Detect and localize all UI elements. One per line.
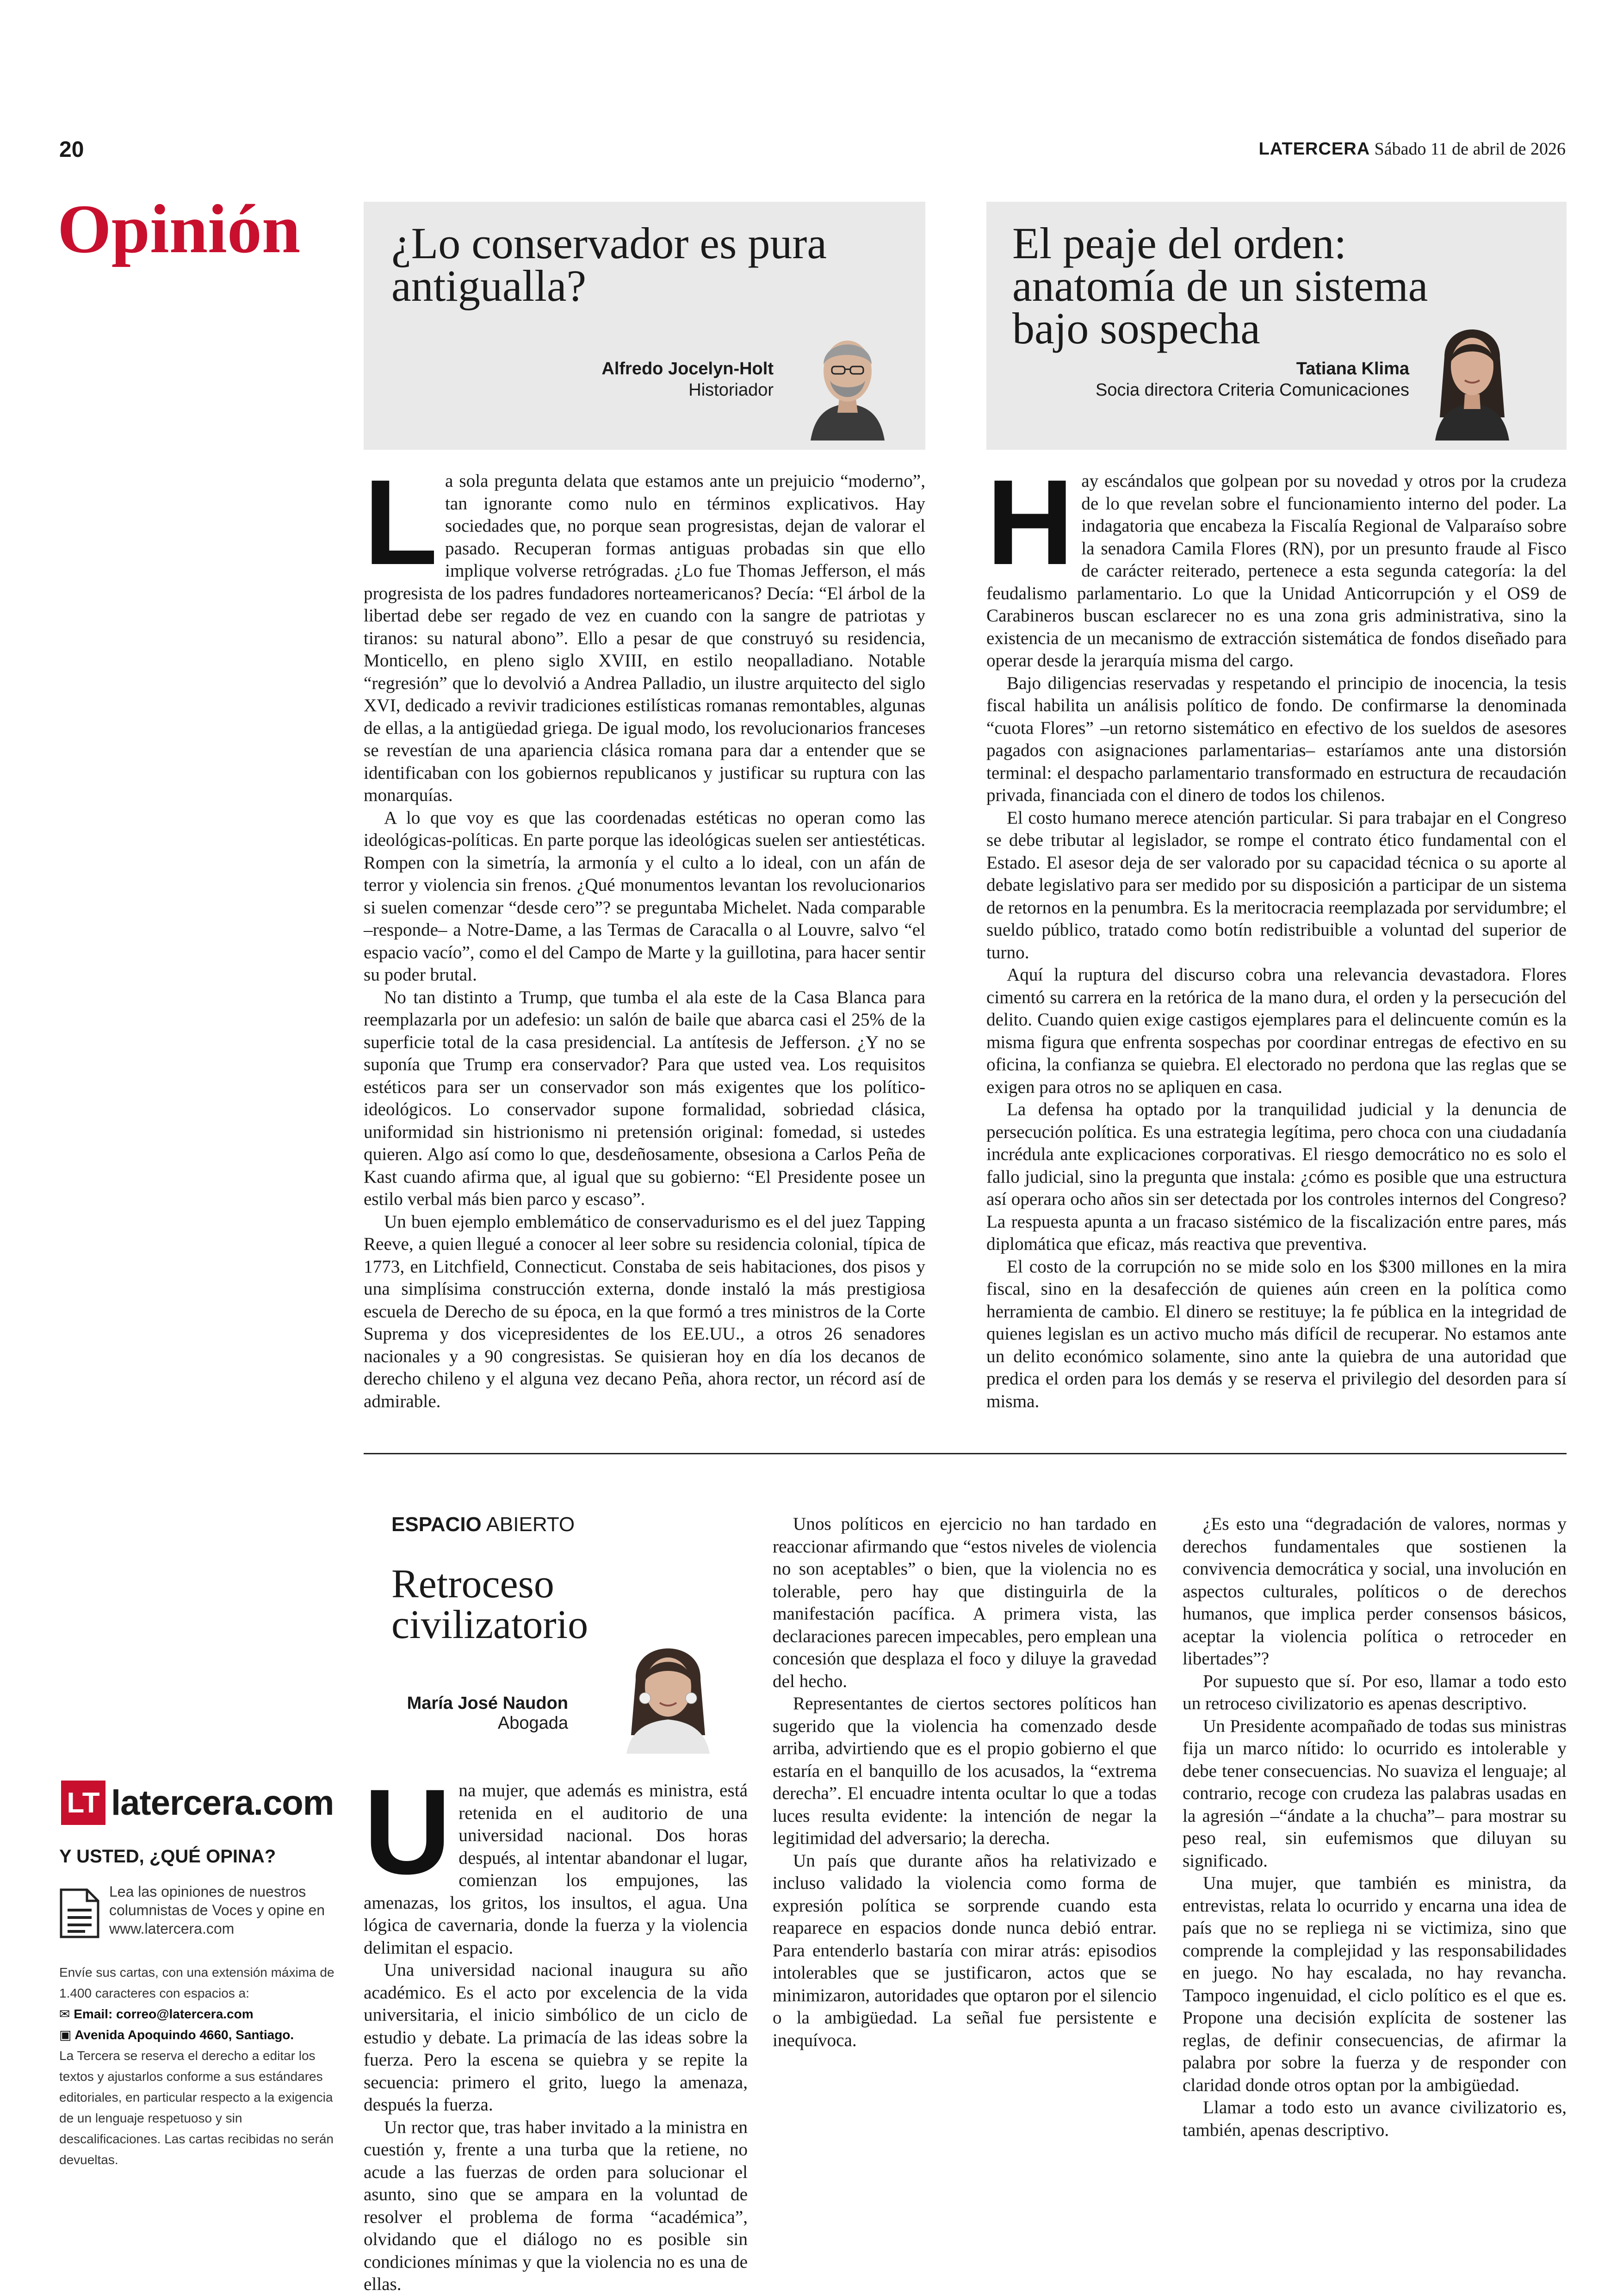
article2-author: Tatiana Klima xyxy=(1296,359,1409,379)
article2-paragraph: ay escándalos que golpean por su novedad y otros por la crudeza de lo que revelan sobre el funcionamiento interno del poder. La indagatoria que encabeza la Fiscalía Regional de Valparaíso sobre la senadora Camila Flores (RN), por un presunto fraude al Fisco de carácter reiterado, pertenece a esta segunda categoría: la del feudalismo parlamentario. Lo que la Unidad Anticorrupción y el OS9 de Carabineros buscan esclarecer no es una zona gris administrativa, sino la existencia de un mecanismo de extracción sistemática de fondos diseñado para operar desde la jerarquía misma del cargo. xyxy=(986,471,1567,670)
espacio-dropcap: U xyxy=(364,1764,452,1899)
article2-paragraph: El costo humano merece atención particular. Si para trabajar en el Congreso se debe tributar al legislador, se rompe el contrato ético fundamental con el Estado. El asesor deja de ser valorado por su capacidad técnica o su aporte al debate legislativo para ser medido por su disposición a participar de un sistema de retornos en la penumbra. Es la meritocracia reemplazada por servidumbre; el sueldo público, tratado como botín redistribuible a voluntad del superior de turno. xyxy=(986,807,1567,962)
espacio-paragraph: Un rector que, tras haber invitado a la ministra en cuestión y, frente a una turba que la retiene, no acude a las fuerzas de orden para solucionar el asunto, sino que se ampara en la voluntad de resolver el problema de forma “académica”, olvidando que el diálogo no es posible sin condiciones mínimas y que la violencia no es una de ellas. xyxy=(364,2117,748,2294)
espacio-role: Abogada xyxy=(497,1713,568,1733)
document-icon xyxy=(59,1888,100,1941)
article2-headline-line: El peaje del orden: xyxy=(1012,218,1347,268)
article2-body xyxy=(986,454,1567,1413)
espacio-paragraph: Un país que durante años ha relativizado e incluso validado la violencia como forma de expresión política se sorprende cuando esta reaparece en espacios donde nunca debió entrar. Para entenderlo bastaría con mirar atrás: episodios intolerables que se justificaron, actos que se minimizaron, autoridades que optaron por el silencio o la ambigüedad. La señal fue persistente e inequívoca. xyxy=(773,1850,1157,2050)
contact-address-text: Avenida Apoquindo 4660, Santiago. xyxy=(74,2028,294,2042)
article1-dropcap: L xyxy=(364,454,438,590)
article1-headline xyxy=(391,218,900,310)
article1-paragraph: No tan distinto a Trump, que tumba el ala este de la Casa Blanca para reemplazarla por un adefesio: un salón de baile que abarca casi el 25% de la superficie total de la casa presidencial. La antítesis de Jefferson. ¿Y no se suponía que Trump era conservador? Para que usted vea. Los requisitos estéticos para ser un conservador son más exigentes que los político-ideológicos. Lo conservador supone formalidad, sobriedad clásica, uniformidad sin histrionismo ni pretensión original: fomedad, si ustedes quieren. Algo así como lo que, desdeñosamente, obsesiona a Carlos Peña de Kast cuando afirma que, al igual que su gobierno: “El Presidente posee un estilo verbal más bien parco y escaso”. xyxy=(364,987,925,1209)
espacio-label-bold: ESPACIO xyxy=(391,1513,482,1536)
letters-info xyxy=(59,1962,345,2170)
article2-paragraph: Bajo diligencias reservadas y respetando el principio de inocencia, la tesis fiscal habilita un análisis político de fondo. De confirmarse la denominada “cuota Flores” –un retorno sistemático en efectivo de los sueldos de asesores pagados con asignaciones parlamentarias– estaríamos ante una distorsión terminal: el despacho parlamentario transformado en estructura de recaudación privada, financiada con el dinero de todos los chilenos. xyxy=(986,673,1567,805)
article1-header xyxy=(364,202,925,450)
article2-role: Socia directora Criteria Comunicaciones xyxy=(1096,380,1409,400)
page-number: 20 xyxy=(59,137,84,162)
brand-name: LATERCERA xyxy=(1258,139,1370,159)
opinion-question: Y USTED, ¿QUÉ OPINA? xyxy=(59,1846,276,1867)
article2-author-photo xyxy=(1426,311,1518,441)
espacio-paragraph: Una universidad nacional inaugura su año académico. Es el acto por excelencia de la vida universitaria, el inicio simbólico de un ciclo de estudio y debate. La primacía de las ideas sobre la fuerza. Pero la escena se quiebra y se repite la secuencia: primero el grito, luego la amenaza, después la fuerza. xyxy=(364,1960,748,2115)
issue-date: Sábado 11 de abril de 2026 xyxy=(1374,139,1566,159)
espacio-byline xyxy=(407,1694,568,1733)
article1-author: Alfredo Jocelyn-Holt xyxy=(601,359,774,379)
article1-headline-line: antigualla? xyxy=(391,261,587,310)
article1-author-photo xyxy=(801,320,894,441)
espacio-paragraph: Por supuesto que sí. Por eso, llamar a todo esto un retroceso civilizatorio es apenas descriptivo. xyxy=(1183,1671,1567,1713)
send-intro: Envíe sus cartas, con una extensión máxima de 1.400 caracteres con espacios a: xyxy=(59,1965,335,2000)
espacio-body-col3 xyxy=(1183,1513,1567,2141)
article2-header xyxy=(986,202,1567,450)
espacio-paragraph: Representantes de ciertos sectores políticos han sugerido que la violencia ha comenzado desde arriba, advirtiendo que es el propio gobierno el que estaría en el banquillo de los acusados, la “extrema derecha”. El encuadre intenta ocultar lo que a todas luces resulta evidente: la intención de negar la legitimidad del adversario; la derecha. xyxy=(773,1694,1157,1848)
espacio-body-col2 xyxy=(773,1513,1157,2052)
article1-role: Historiador xyxy=(688,380,774,400)
espacio-paragraph: Un Presidente acompañado de todas sus ministras fija un marco nítido: lo ocurrido es intolerable y debe tener consecuencias. No suaviza el lenguaje; al contrario, recoge con crudeza las palabras usadas en la agresión –“ándate a la chucha”– para mostrar su peso real, sin eufemismos que diluyan su significado. xyxy=(1183,1716,1567,1871)
espacio-author: María José Naudon xyxy=(407,1694,568,1713)
editorial-disclaimer: La Tercera se reserva el derecho a editar los textos y ajustarlos conforme a sus estándares editoriales, en particular respecto a la exigencia de un lenguaje respetuoso y sin descalificaciones. Las cartas recibidas no serán devueltas. xyxy=(59,2048,334,2167)
espacio-paragraph: Una mujer, que también es ministra, da entrevistas, relata lo ocurrido y encarna una idea de país que no se repliega ni se victimiza, sino que comprende la complejidad y las responsabilidades en juego. No hay escalada, no hay revancha. Tampoco ingenuidad, el ciclo político es el que es. Propone una decisión explícita de sostener las reglas, de definir consecuencias, de afirmar la palabra por sobre la fuerza y de responder con claridad donde otros optan por la ambigüedad. xyxy=(1183,1873,1567,2095)
espacio-paragraph: na mujer, que además es ministra, está retenida en el auditorio de una universidad nacional. Dos horas después, al intentar abandonar el lugar, comienzan los empujones, las amenazas, los gritos, los insultos, el agua. Una lógica de cavernaria, donde la fuerza y la violencia delimitan el espacio. xyxy=(364,1781,748,1958)
espacio-headline xyxy=(391,1564,588,1645)
article1-paragraph: a sola pregunta delata que estamos ante un prejuicio “moderno”, tan ignorante como nulo en términos explicativos. Hay sociedades que, no porque sean progresistas, dejan de valorar el pasado. Recuperan formas antiguas probadas sin que ello implique volverse retrógradas. ¿Lo fue Thomas Jefferson, el más progresista de los padres fundadores norteamericanos? Decía: “El árbol de la libertad debe ser regado de vez en cuando con la sangre de patriotas y tiranos: su natural abono”. Ello a pesar de que construyó su residencia, Monticello, en pleno siglo XVIII, en estilo neopalladiano. Notable “regresión” que lo devolvió a Andrea Palladio, un ilustre arquitecto del siglo XVI, dedicado a revivir tradiciones estilísticas romanas remontables, algunas de ellas, a la antigüedad griega. De igual modo, los revolucionarios franceses se revestían de una apariencia clásica romana para dar a entender que se identificaban con los gobiernos republicanos y justificar su ruptura con las monarquías. xyxy=(364,471,925,805)
espacio-headline-line: Retroceso xyxy=(391,1562,554,1607)
latercera-logo[interactable] xyxy=(61,1781,334,1825)
article1-body xyxy=(364,454,925,1413)
article1-headline-line: ¿Lo conservador es pura xyxy=(391,218,827,268)
section-title: Opinión xyxy=(57,191,301,267)
article2-headline-line: bajo sospecha xyxy=(1012,304,1260,353)
espacio-paragraph: Unos políticos en ejercicio no han tardado en reaccionar afirmando que “estos niveles de violencia no son aceptables” o bien, que la violencia no es tolerable, pero hay que distinguirla de la manifestación pacífica. A primera vista, las declaraciones parecen impecables, pero emplean una concesión que desplaza el foco y diluye la gravedad del hecho. xyxy=(773,1514,1157,1691)
espacio-headline-line: civilizatorio xyxy=(391,1602,588,1647)
article2-paragraph: Aquí la ruptura del discurso cobra una relevancia devastadora. Flores cimentó su carrera en la retórica de la mano dura, el orden y la persecución del delito. Cuando quien exige castigos ejemplares para el delincuente común es la misma figura que enfrenta sospechas por coordinar entregas de efectivo en su oficina, la confianza se quiebra. El electorado no perdona que las reglas que se exigen para otros no se apliquen en casa. xyxy=(986,965,1567,1097)
espacio-label-rest: ABIERTO xyxy=(486,1513,575,1536)
contact-address xyxy=(59,2024,345,2045)
espacio-paragraph: Llamar a todo esto un avance civilizatorio es, también, apenas descriptivo. xyxy=(1183,2097,1567,2140)
espacio-author-photo xyxy=(617,1629,719,1754)
article1-paragraph: Un buen ejemplo emblemático de conservadurismo es el del juez Tapping Reeve, a quien llegué a conocer al leer sobre su residencia colonial, típica de 1773, en Litchfield, Connecticut. Constaba de seis habitaciones, dos pisos y una simplísima construcción externa, donde instaló la más prestigiosa escuela de Derecho de su época, en la que formó a tres ministros de la Corte Suprema y dos vicepresidentes de los EE.UU., a otros 26 senadores nacionales y a 90 congresistas. Se quisieran hoy en día los decanos de derecho chileno y el alguna vez decano Peña, ahora rector, un récord así de admirable. xyxy=(364,1211,925,1411)
invite-text: Lea las opiniones de nuestros columnistas de Voces y opine en www.latercera.com xyxy=(109,1883,325,1937)
espacio-paragraph: ¿Es esto una “degradación de valores, normas y derechos fundamentales que sostienen la convivencia democrática y social, una involución en aspectos culturales, políticos o de derechos humanos, que implica perder consensos básicos, aceptar la violencia política o retroceder en libertades”? xyxy=(1183,1514,1567,1669)
espacio-body-col1 xyxy=(364,1764,748,2296)
article2-headline-line: anatomía de un sistema xyxy=(1012,261,1428,310)
article2-dropcap: H xyxy=(986,454,1074,590)
mail-icon: ✉ xyxy=(59,2007,74,2021)
article1-paragraph: A lo que voy es que las coordenadas estéticas no operan como las ideológicas-políticas. En parte porque las ideológicas suelen ser antiestéticas. Rompen con la simetría, la armonía y el culto a lo ideal, con un afán de terror y violencia sin frenos. ¿Qué monumentos levantan los revolucionarios si suelen comenzar “desde cero”? se preguntaba Michelet. Nada comparable –responde– a Notre-Dame, a las Termas de Caracalla o al Louvre, salvo “el espacio vacío”, como el del Campo de Marte y la guillotina, para hacer sentir su poder brutal. xyxy=(364,807,925,985)
article2-paragraph: El costo de la corrupción no se mide solo en los $300 millones en la mira fiscal, sino en la desafección de quienes aún creen en la política como herramienta de cambio. El dinero se restituye; la fe pública en la integridad de quienes legislan es un activo mucho más difícil de recuperar. No estamos ante un delito económico solamente, sino ante la quiebra de una autoridad que predica el orden para los demás y se reserva el privilegio del desorden para sí misma. xyxy=(986,1256,1567,1411)
espacio-abierto-label xyxy=(391,1513,575,1536)
article2-paragraph: La defensa ha optado por la tranquilidad judicial y la denuncia de persecución política. Es una estrategia legítima, pero choca con una ciudadanía incrédula ante explicaciones corporativas. El riesgo democrático no es solo el fallo judicial, sino la pregunta que instala: ¿cómo es posible que una estructura así operara ocho años sin ser detectada por los controles internos del Congreso? La respuesta apunta a un fracaso sistémico de la fiscalización entre pares, más diplomática que eficaz, más reactiva que preventiva. xyxy=(986,1099,1567,1254)
lt-logo-mark: LT xyxy=(61,1781,105,1825)
masthead xyxy=(1259,139,1566,159)
contact-email-text: Email: correo@latercera.com xyxy=(74,2007,254,2021)
latercera-url[interactable]: latercera.com xyxy=(111,1783,334,1823)
mailbox-icon: ▣ xyxy=(59,2028,75,2042)
contact-email[interactable] xyxy=(59,2004,345,2024)
section-divider xyxy=(364,1453,1567,1454)
